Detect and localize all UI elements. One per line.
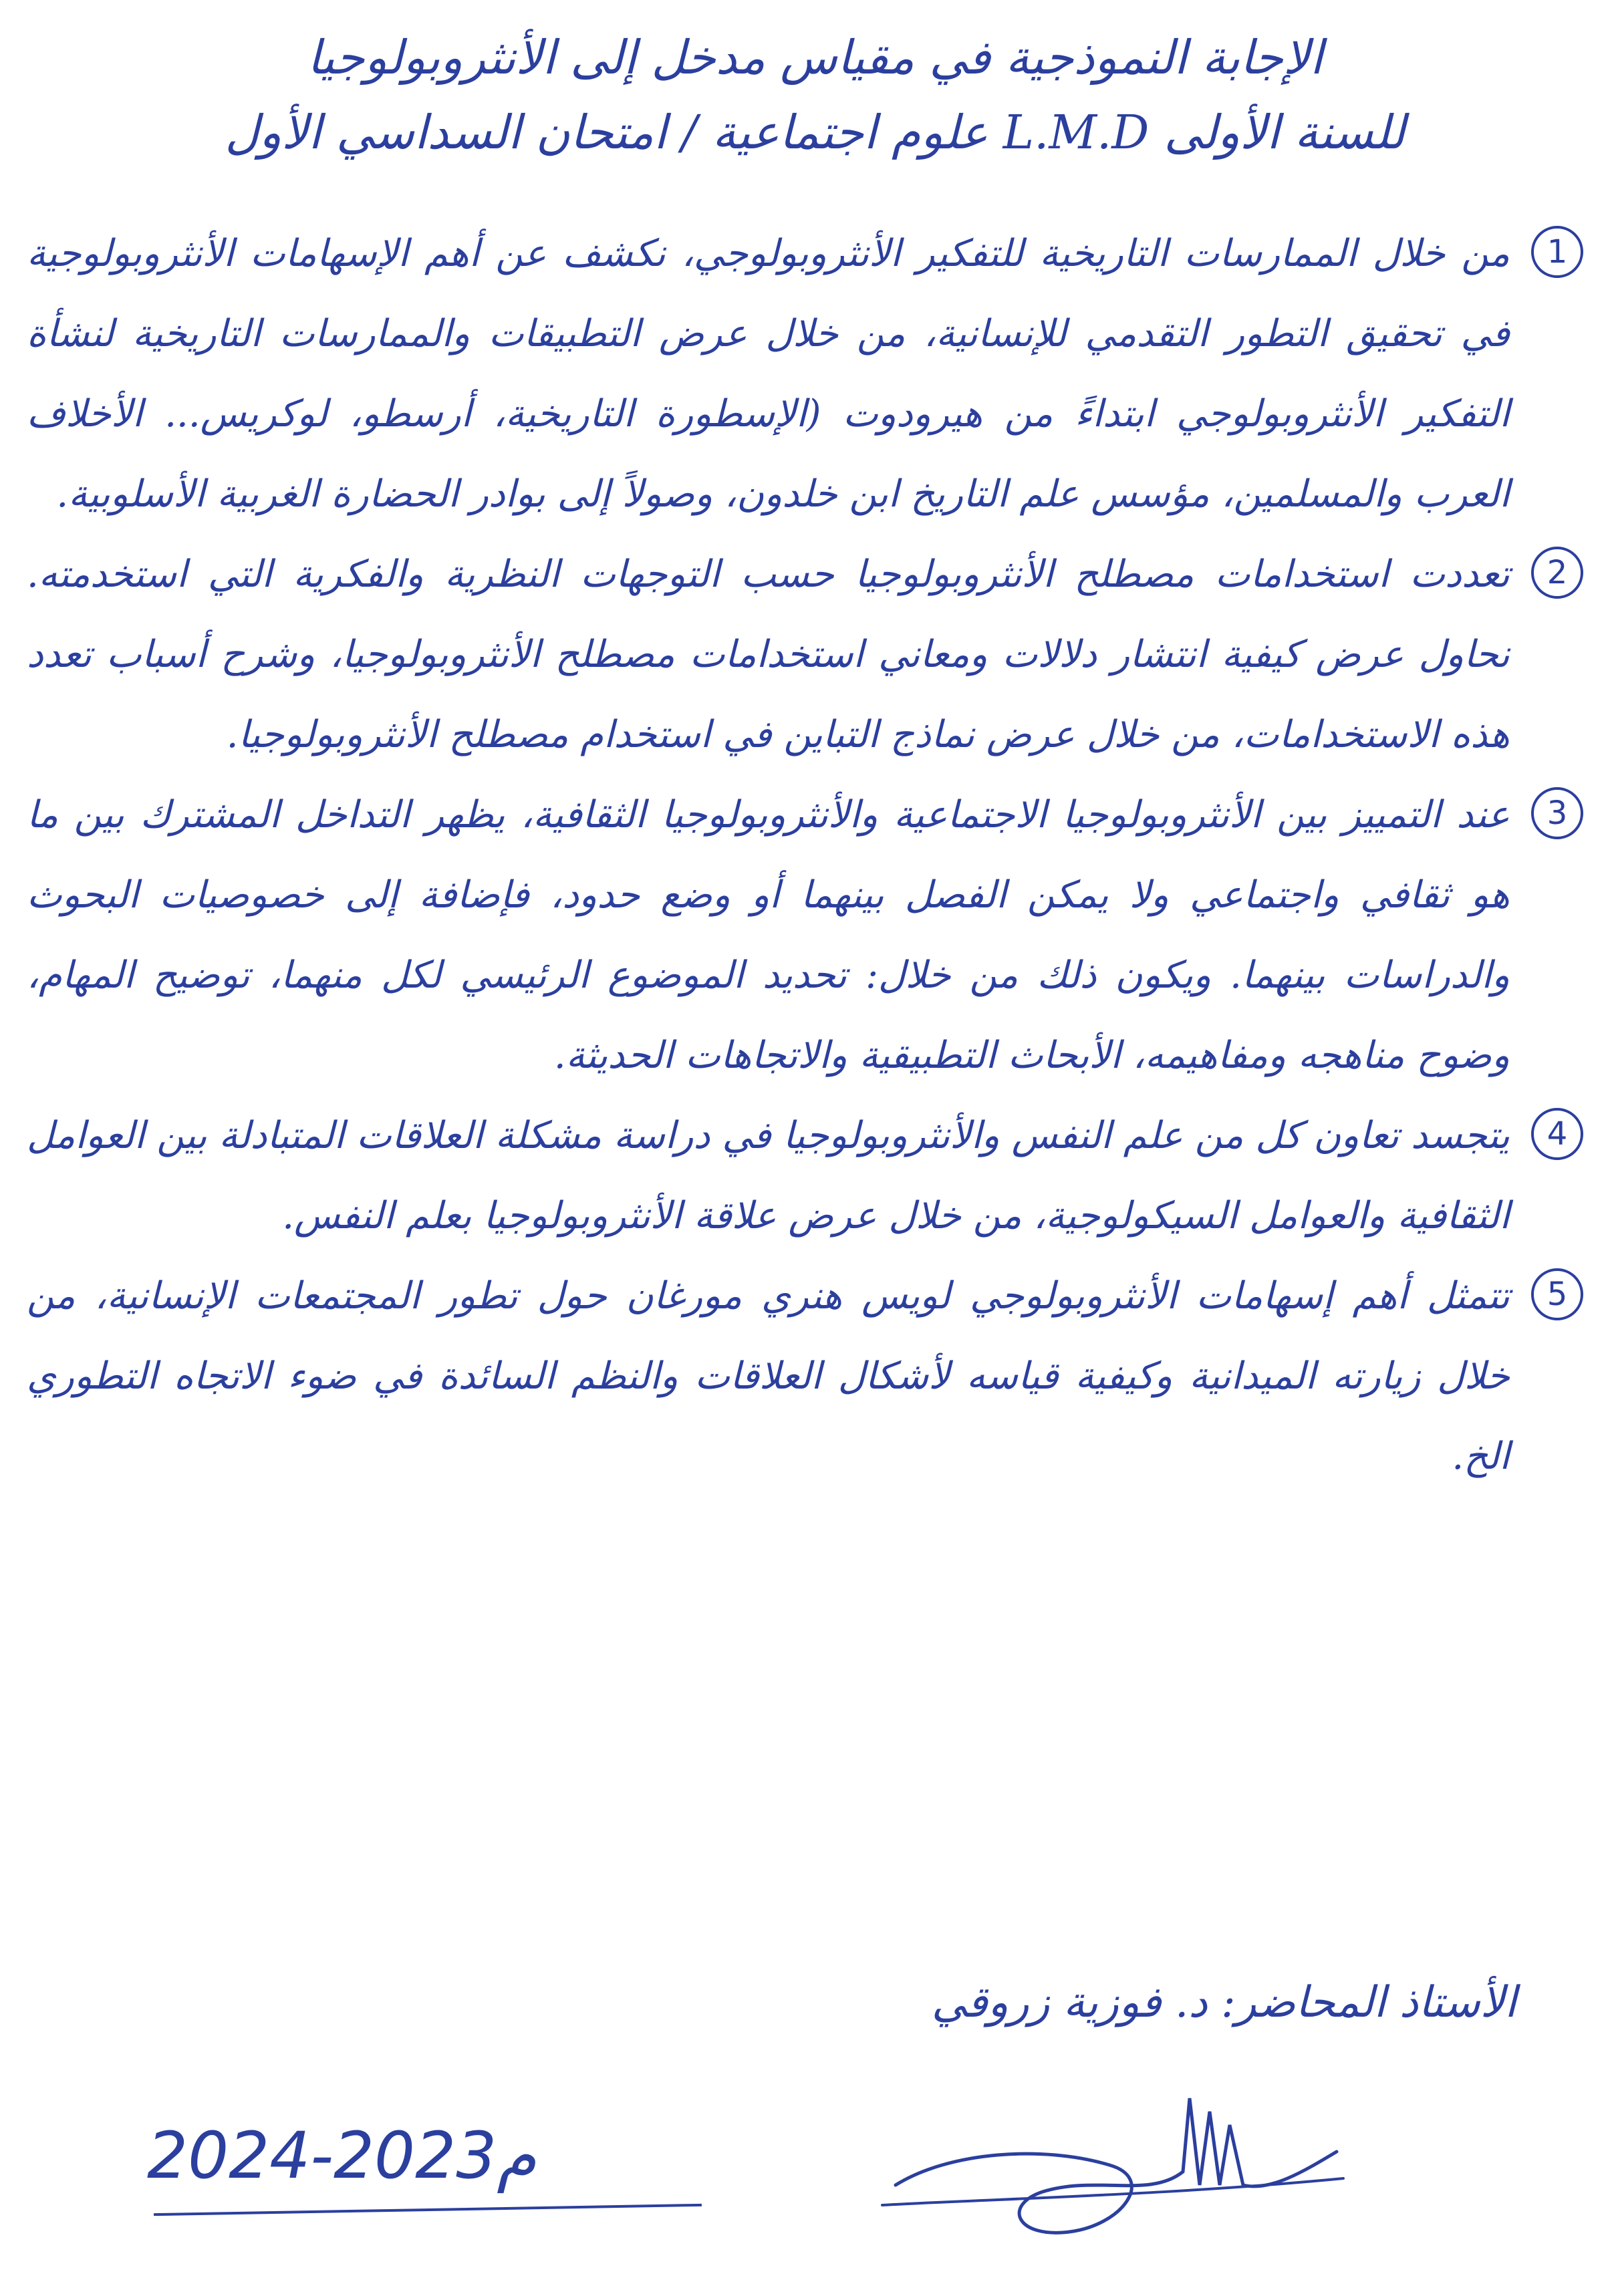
answer-number-badge: 1	[1531, 226, 1583, 278]
header-subtitle-line: للسنة الأولى L.M.D علوم اجتماعية / امتحان السداسي الأول	[225, 105, 1405, 160]
answers-list	[27, 214, 1583, 1497]
answer-number-badge: 5	[1531, 1268, 1583, 1320]
answer-item-5	[27, 1256, 1583, 1497]
professor-name: الأستاذ المحاضر: د. فوزية زروقي	[931, 1978, 1516, 2027]
answer-text: يتجسد تعاون كل من علم النفس والأنثروبولوجيا في دراسة مشكلة العلاقات المتبادلة بين العوامل الثقافية والعوامل السيكولوجية، من خلال عرض علاقة الأنثروبولوجيا بعلم النفس.	[27, 1114, 1510, 1238]
answer-number-badge: 4	[1531, 1108, 1583, 1160]
answer-text: تعددت استخدامات مصطلح الأنثروبولوجيا حسب التوجهات النظرية والفكرية التي استخدمته. نحاول عرض كيفية انتشار دلالات ومعاني استخدامات مصطلح الأنثروبولوجيا، وشرح أسباب تعدد هذه الاستخدامات، من خلال عرض نماذج التباين في استخدام مصطلح الأنثروبولوجيا.	[27, 553, 1510, 756]
answer-text: تتمثل أهم إسهامات الأنثروبولوجي لويس هنري مورغان حول تطور المجتمعات الإنسانية، من خلال زيارته الميدانية وكيفية قياسه لأشكال العلاقات والنظم السائدة في ضوء الاتجاه التطوري الخ.	[27, 1274, 1510, 1478]
academic-year: 2024-2023م	[147, 2118, 537, 2193]
answer-number-badge: 3	[1531, 787, 1583, 839]
answer-number-badge: 2	[1531, 547, 1583, 599]
answer-text: عند التمييز بين الأنثروبولوجيا الاجتماعية والأنثروبولوجيا الثقافية، يظهر التداخل المشترك بين ما هو ثقافي واجتماعي ولا يمكن الفصل بينهما أو وضع حدود، فإضافة إلى خصوصيات البحوث والدراسات بينهما. ويكون ذلك من خلال: تحديد الموضوع الرئيسي لكل منهما، توضيح المهام، وضوح مناهجه ومفاهيمه، الأبحاث التطبيقية والاتجاهات الحديثة.	[27, 793, 1510, 1077]
signature-icon	[869, 2071, 1350, 2259]
handwritten-signature	[869, 2071, 1350, 2259]
answer-text: من خلال الممارسات التاريخية للتفكير الأنثروبولوجي، نكشف عن أهم الإسهامات الأنثروبولوجية في تحقيق التطور التقدمي للإنسانية، من خلال عرض التطبيقات والممارسات التاريخية لنشأة التفكير الأنثروبولوجي ابتداءً من هيرودوت (الإسطورة التاريخية، أرسطو، لوكريس... الأخلاف العرب والمسلمين، مؤسس علم التاريخ ابن خلدون، وصولاً إلى بوادر الحضارة الغربية الأسلوبية.	[27, 232, 1510, 516]
header-title-line: الإجابة النموذجية في مقياس مدخل إلى الأنثروبولوجيا	[307, 30, 1323, 85]
answer-item-1	[27, 214, 1583, 535]
answer-item-2	[27, 535, 1583, 775]
year-underline-divider	[154, 2204, 702, 2216]
answer-item-4	[27, 1096, 1583, 1256]
answer-item-3	[27, 775, 1583, 1096]
document-header	[60, 20, 1570, 170]
